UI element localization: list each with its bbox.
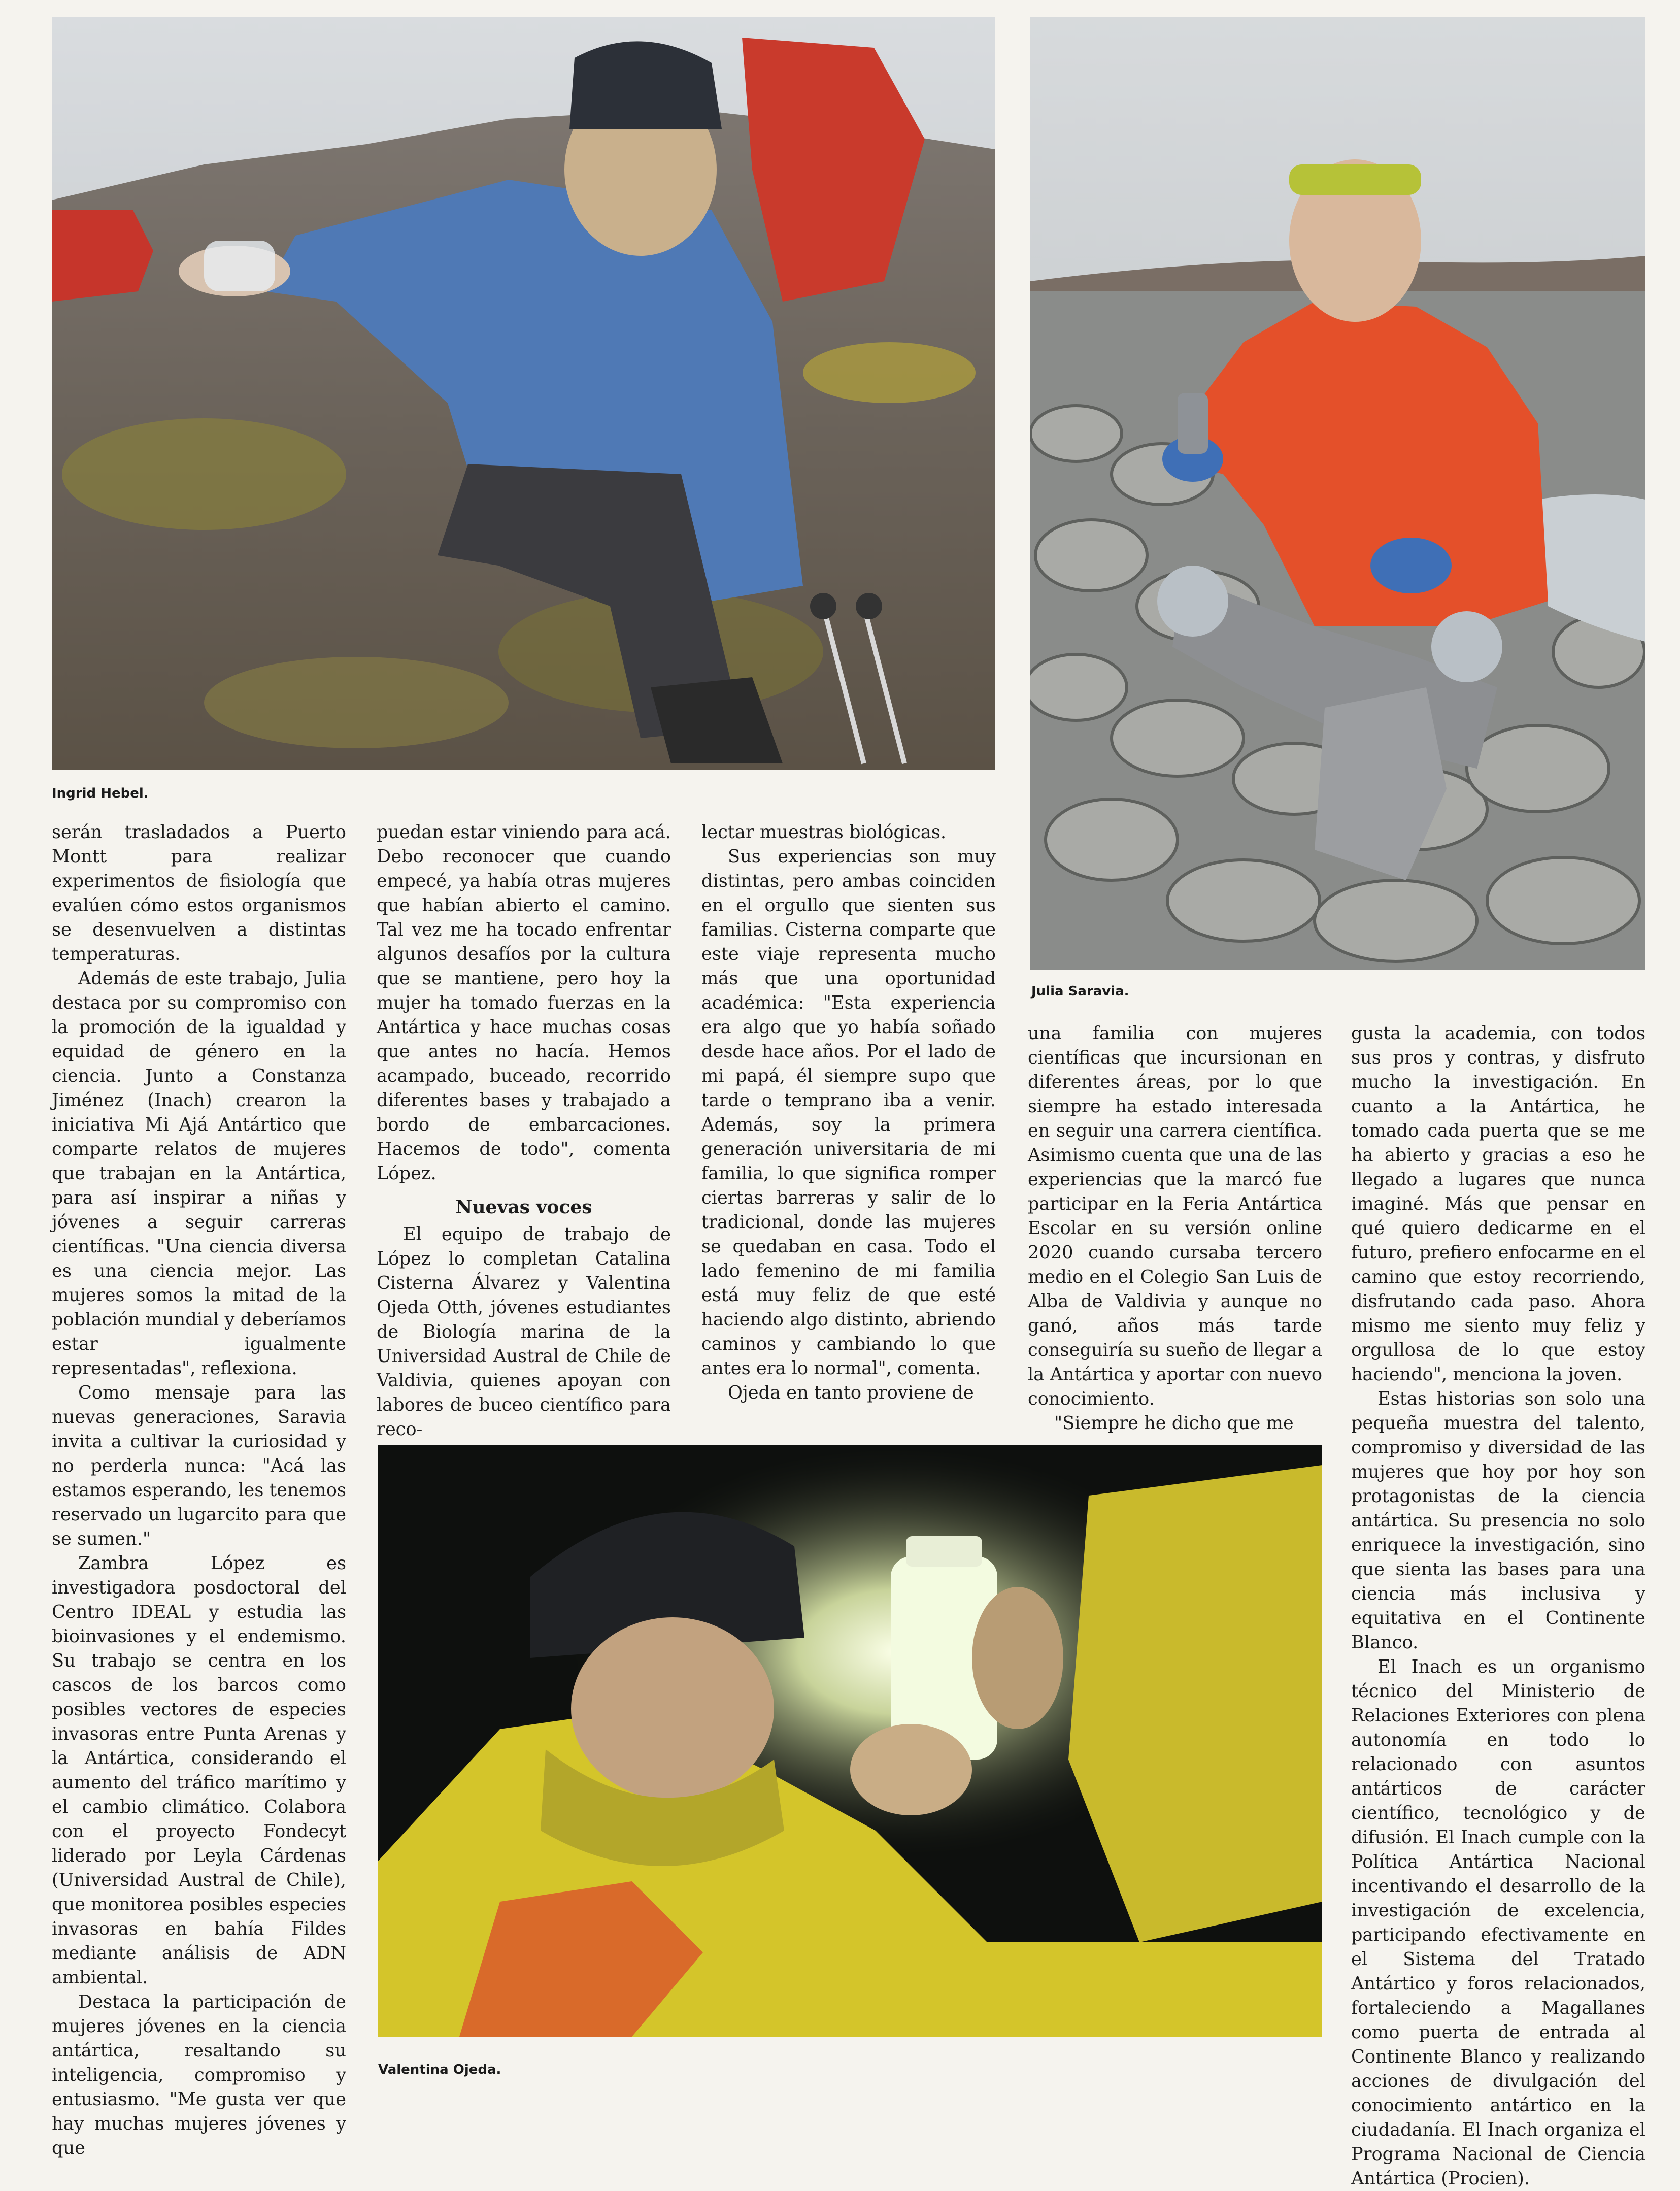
photo-julia-saravia — [1030, 17, 1645, 970]
paragraph: Además de este trabajo, Julia destaca por su compromiso con la promoción de la igualdad y equidad de género en la ciencia. Junto a Constanza Jiménez (Inach) crearon la iniciativa Mi Ajá Antártico que comparte relatos de mujeres que trabajan en la Antártica, para así inspirar a niñas y jóvenes a seguir carreras científicas. "Una ciencia diversa es una ciencia mejor. Las mujeres somos la mitad de la población mundial y deberíamos estar igualmente representadas", reflexiona. — [52, 968, 346, 1379]
paragraph: lectar muestras biológicas. — [701, 822, 947, 843]
caption-valentina-ojeda: Valentina Ojeda. — [378, 2062, 501, 2077]
paragraph: El Inach es un organismo técnico del Ministerio de Relaciones Exteriores con plena autonomía en todo lo relacionado con asuntos antárticos de carácter científico, tecnológico y de difusión. El Inach cumple con la Política Antártica Nacional incentivando el desarrollo de la investigación de excelencia, participando efectivamente en el Sistema del Tratado Antártico y foros relacionados, fortaleciendo a Magallanes como puerta de entrada al Continente Blanco y realizando acciones de divulgación del conocimiento antártico en la ciudadanía. El Inach organiza el Programa Nacional de Ciencia Antártica (Procien). — [1351, 1656, 1645, 2189]
paragraph: gusta la academia, con todos sus pros y contras, y disfruto mucho la investigación. En cuanto a la Antártica, he tomado cada puerta que se me ha abierto y gracias a eso he llegado a lugares que nunca imaginé. Más que pensar en qué quiero dedicarme en el futuro, prefiero enfocarme en el camino que estoy recorriendo, disfrutando cada paso. Ahora mismo me siento muy feliz y orgullosa de lo que estoy haciendo", menciona la joven. — [1351, 1023, 1645, 1385]
caption-julia-saravia: Julia Saravia. — [1031, 984, 1129, 999]
paragraph: Estas historias son solo una pequeña muestra del talento, compromiso y diversidad de las mujeres que hoy por hoy son protagonistas de la ciencia antártica. Su presencia no solo enriquece la investigación, sino que sienta las bases para una ciencia más inclusiva y equitativa en el Continente Blanco. — [1351, 1388, 1645, 1653]
paragraph: Destaca la participación de mujeres jóvenes en la ciencia antártica, resaltando su inteligencia, compromiso y entusiasmo. "Me gusta ver que hay muchas mujeres jóvenes y que — [52, 1991, 346, 2159]
paragraph: El equipo de trabajo de López lo completan Catalina Cisterna Álvarez y Valentina Ojeda Otth, jóvenes estudiantes de Biología marina de la Universidad Austral de Chile de Valdivia, quienes apoyan con labores de buceo científico para reco- — [377, 1224, 671, 1440]
paragraph: Como mensaje para las nuevas generaciones, Saravia invita a cultivar la curiosidad y no perderla nunca: "Acá las estamos esperando, les tenemos reservado un lugarcito para que se sumen." — [52, 1382, 346, 1549]
photo-valentina-ojeda — [378, 1445, 1322, 2037]
photo-ingrid-hebel — [52, 17, 995, 770]
section-heading: Nuevas voces — [455, 1197, 592, 1218]
paragraph: Zambra López es investigadora posdoctoral del Centro IDEAL y estudia las bioinvasiones y el endemismo. Su trabajo se centra en los cascos de los barcos como posibles vectores de especies invasoras entre Punta Arenas y la Antártica, considerando el aumento del tráfico marítimo y el cambio climático. Colabora con el proyecto Fondecyt liderado por Leyla Cárdenas (Universidad Austral de Chile), que monitorea posibles especies invasoras en bahía Fildes mediante análisis de ADN ambiental. — [52, 1553, 346, 1988]
caption-ingrid-hebel: Ingrid Hebel. — [52, 786, 149, 801]
paragraph: puedan estar viniendo para acá. Debo reconocer que cuando empecé, ya había otras mujeres que habían abierto el camino. Tal vez me ha tocado enfrentar algunos desafíos por la cultura que se mantiene, pero hoy la mujer ha tomado fuerzas en la Antártica y hace muchas cosas que antes no hacía. Hemos acampado, buceado, recorrido diferentes bases y trabajado a bordo de embarcaciones. Hacemos de todo", comenta López. — [377, 822, 671, 1184]
paragraph: serán trasladados a Puerto Montt para realizar experimentos de fisiología que evalúen cómo estos organismos se desenvuelven a distintas temperaturas. — [52, 822, 346, 965]
paragraph: Ojeda en tanto proviene de — [728, 1382, 974, 1403]
paragraph: Sus experiencias son muy distintas, pero ambas coinciden en el orgullo que sienten sus familias. Cisterna comparte que este viaje representa mucho más que una oportunidad académica: "Esta experiencia era algo que yo había soñado desde hace años. Por el lado de mi papá, él siempre supo que tarde o temprano iba a venir. Además, soy la primera generación universitaria de mi familia, lo que significa romper ciertas barreras y salir de lo tradicional, donde las mujeres se quedaban en casa. Todo el lado femenino de mi familia está muy feliz de que esté haciendo algo distinto, abriendo caminos y cambiando lo que antes era lo normal", comenta. — [701, 846, 996, 1379]
article-column-5 — [1351, 1021, 1645, 2191]
article-column-1 — [52, 820, 346, 2161]
article-column-4 — [1028, 1021, 1322, 1436]
article-column-3 — [701, 820, 996, 1405]
paragraph: una familia con mujeres científicas que incursionan en diferentes áreas, por lo que siempre ha estado interesada en seguir una carrera científica. Asimismo cuenta que una de las experiencias que la marcó fue participar en la Feria Antártica Escolar en su versión online 2020 cuando cursaba tercero medio en el Colegio San Luis de Alba de Valdivia y aunque no ganó, años más tarde conseguiría su sueño de llegar a la Antártica y aportar con nuevo conocimiento. — [1028, 1023, 1322, 1409]
article-column-2 — [377, 820, 671, 1442]
paragraph: "Siempre he dicho que me — [1054, 1413, 1294, 1434]
